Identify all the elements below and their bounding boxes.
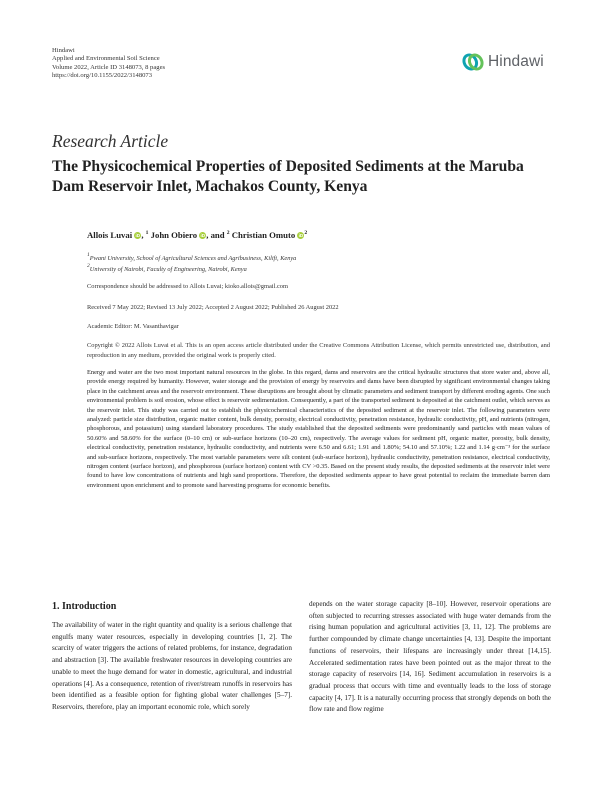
author-affiliation-mark: 2 bbox=[226, 230, 230, 236]
logo-text: Hindawi bbox=[488, 53, 544, 70]
affiliation-text: University of Nairobi, Faculty of Engineering, Nairobi, Kenya bbox=[89, 266, 247, 273]
journal-header bbox=[52, 47, 165, 80]
correspondence: Correspondence should be addressed to Allois Luvai; kioko.allois@gmail.com bbox=[87, 283, 288, 290]
paper-title: The Physicochemical Properties of Deposited Sediments at the Maruba Dam Reservoir Inlet, Machakos County, Kenya bbox=[52, 158, 524, 195]
hindawi-logo bbox=[462, 48, 554, 76]
orcid-icon[interactable]: iD bbox=[200, 233, 206, 238]
affiliation-number: 1 bbox=[87, 252, 90, 258]
academic-editor: Academic Editor: M. Vasanthavigar bbox=[87, 323, 179, 330]
body-paragraph: The availability of water in the right quantity and quality is a serious challenge that engulfs many water resources, especially in developing countries [1, 2]. The scarcity of water triggers the actions of related problems, for instance, degradation and abstraction [3]. The available freshwater resources in developing countries are unable to meet the huge demand for water in domestic, agricultural, and industrial operations [4]. As a consequence, retention of river/stream runoffs in reservoirs has been identified as a feasible option for fighting global water challenges [5–7]. Reservoirs, therefore, play an important economic role, which sorely bbox=[52, 621, 292, 711]
copyright-notice: Copyright © 2022 Allois Luvai et al. This is an open access article distributed under the Creative Commons Attribution License, which permits unrestricted use, distribution, and reproduction in any medium, provided the original work is properly cited. bbox=[87, 342, 550, 359]
author-name[interactable]: Christian Omuto bbox=[231, 230, 296, 240]
doi-link[interactable]: https://doi.org/10.1155/2022/3148073 bbox=[52, 71, 153, 79]
orcid-icon[interactable]: iD bbox=[298, 233, 304, 238]
author-name[interactable]: John Obiero bbox=[150, 230, 198, 240]
article-type: Research Article bbox=[52, 131, 169, 151]
affiliation-number: 2 bbox=[87, 263, 90, 269]
publication-dates: Received 7 May 2022; Revised 13 July 2022; Accepted 2 August 2022; Published 26 August 2022 bbox=[87, 304, 339, 311]
volume-line: Volume 2022, Article ID 3148073, 8 pages bbox=[52, 63, 166, 71]
author-separator: , and bbox=[206, 230, 227, 240]
body-paragraph: depends on the water storage capacity [8–10]. However, reservoir operations are often subjected to recurring stresses associated with huge water demands from the rising human population and agricultural activities [3, 11, 12]. The problems are further compounded by climate change uncertainties [4, 13]. Despite the important functions of reservoirs, their lifespans are increasingly under threat [14,15]. Accelerated sedimentation rates have been pointed out as the major threat to the storage capacity of reservoirs [14, 16]. Sediment accumulation in reservoirs is a gradual process that occurs with time and eventually leads to the loss of storage capacity [4, 17]. It is a naturally occurring process that strongly depends on both the flow rate and flow regime bbox=[309, 600, 551, 714]
affiliation-2 bbox=[87, 263, 247, 273]
author-affiliation-mark: 2 bbox=[304, 230, 308, 236]
hindawi-logo-icon bbox=[462, 51, 484, 73]
abstract: Energy and water are the two most important natural resources in the globe. In this regard, dams and reservoirs are the critical hydraulic structures that store water and, above all, provide energy required by humanity. However, water storage and the provision of energy by reservoirs and dams have been disrupted by significant environmental changes taking place in the catchment areas and the reservoir environment. These disruptions are brought about by climatic parameters and sediment transport by different eroding agents. One such environmental problem is soil erosion, whose effect is reservoir sedimentation. Consequently, a part of the transported sediment is deposited at the catchment outlet, which serves as the reservoir inlet. This study was carried out to establish the physicochemical characteristics of the deposited sediment at the reservoir inlet. The following parameters were analyzed: particle size distribution, organic matter content, bulk density, porosity, electrical conductivity, penetration resistance, hydraulic conductivity, pH, and nutrients (nitrogen, phosphorous, and potassium) using standard laboratory procedures. The study established that the deposited sediments were predominantly sand particles with mean values of 50.60% and 58.60% for the surface (0–10 cm) or sub-surface horizons (10–20 cm), respectively. The average values for sediment pH, organic matter, porosity, bulk density, electrical conductivity, penetration resistance, hydraulic conductivity, and nutrients were 6.50 and 6.61; 1.91 and 1.80%; 54.10 and 57.10%; 1.22 and 1.14 g·cm⁻³ for the surface and sub-surface horizons, respectively. The most variable parameters were silt content (sub-surface horizon), hydraulic conductivity, penetration resistance, electrical conductivity, nitrogen content (surface horizon), and phosphorous (surface horizon) content with CV >0.35. Based on the present study results, the deposited sediments at the reservoir inlet were found to have low concentrations of nutrients and high sand proportions. Therefore, the deposited sediments appear to have great potential to reclaim the immediate barren dam environment upon enrichment and to promote sand harvesting programs for economic benefits. bbox=[87, 369, 550, 489]
body-column-right bbox=[309, 599, 551, 716]
author-affiliation-mark: 1 bbox=[145, 230, 149, 236]
affiliation-text: Pwani University, School of Agricultural Sciences and Agribusiness, Kilifi, Kenya bbox=[89, 255, 297, 262]
publisher-name: Hindawi bbox=[52, 47, 75, 54]
author-name[interactable]: Allois Luvai bbox=[87, 230, 133, 240]
orcid-icon[interactable]: iD bbox=[135, 233, 141, 238]
affiliation-1 bbox=[87, 252, 296, 262]
body-column-left bbox=[52, 620, 292, 714]
author-list bbox=[87, 230, 307, 240]
journal-name: Applied and Environmental Soil Science bbox=[52, 55, 160, 63]
author-separator: , bbox=[141, 230, 146, 240]
section-title: 1. Introduction bbox=[52, 601, 117, 612]
